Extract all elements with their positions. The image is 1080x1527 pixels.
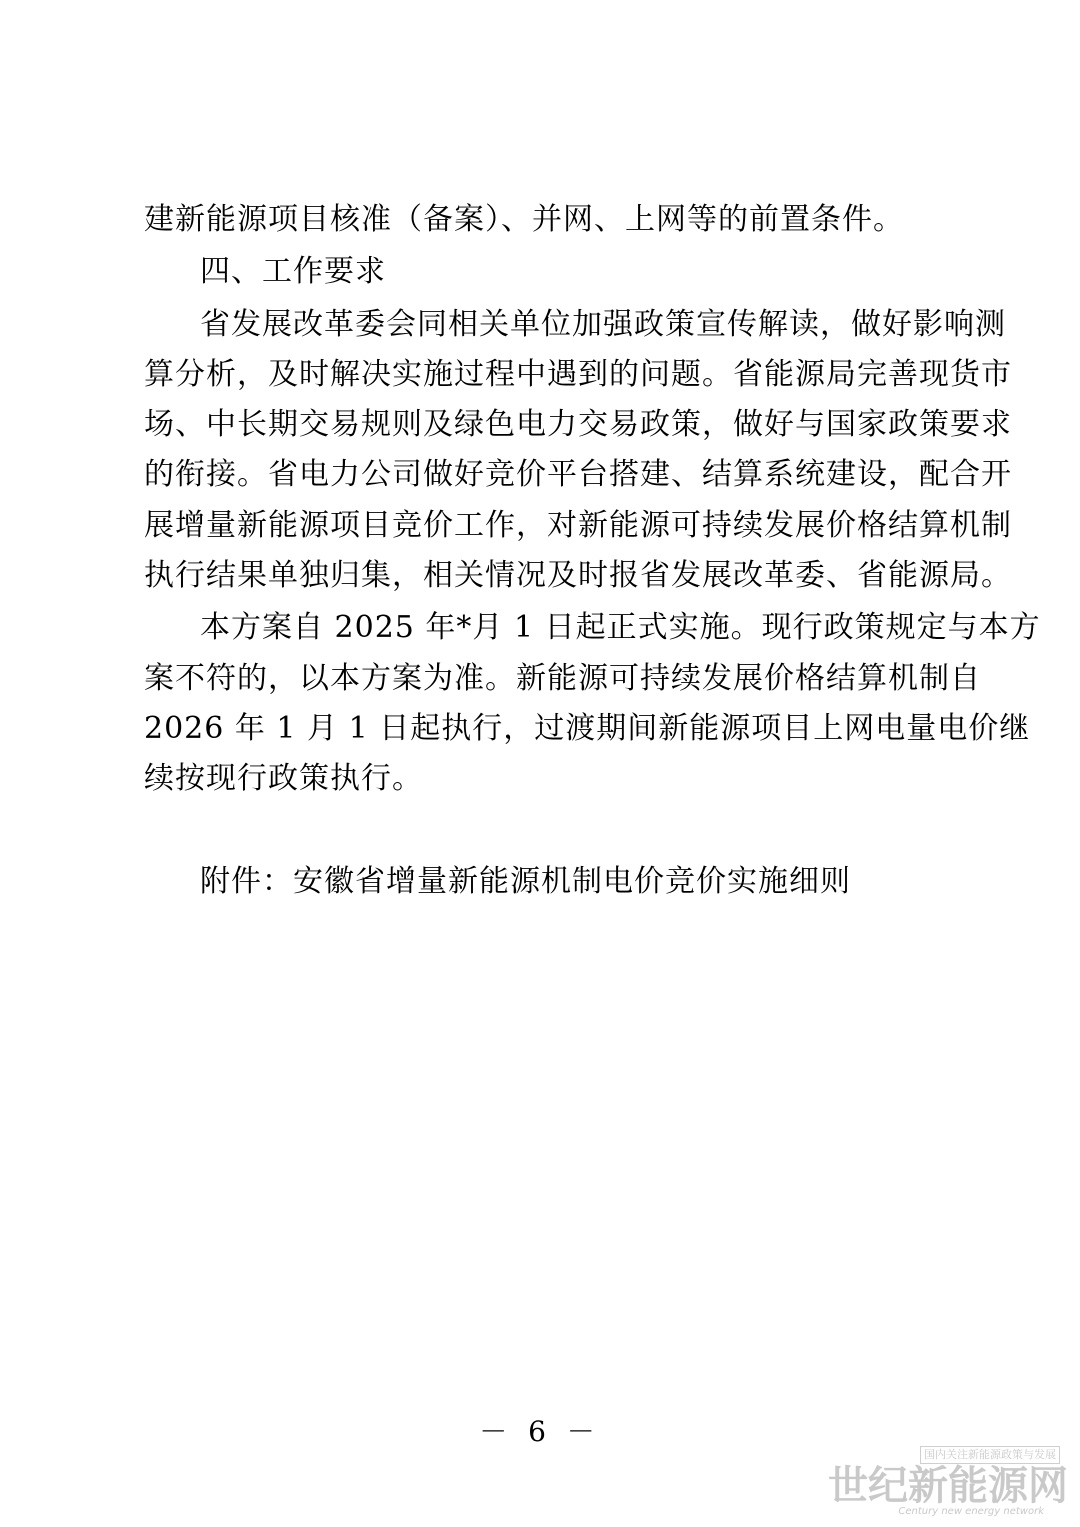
paragraph-line: 2026 年 1 月 1 日起执行，过渡期间新能源项目上网电量电价继 — [144, 711, 1031, 746]
paragraph-line: 执行结果单独归集，相关情况及时报省发展改革委、省能源局。 — [144, 558, 1012, 593]
paragraph-line: 建新能源项目核准（备案）、并网、上网等的前置条件。 — [144, 202, 904, 237]
paragraph-line: 的衔接。省电力公司做好竞价平台搭建、结算系统建设，配合开 — [144, 457, 1012, 492]
site-watermark — [828, 1446, 1068, 1520]
paragraph-line: 场、中长期交易规则及绿色电力交易政策，做好与国家政策要求 — [144, 407, 1012, 442]
paragraph-line: 本方案自 2025 年*月 1 日起正式实施。现行政策规定与本方 — [200, 610, 1041, 645]
page-number: － 6 － — [479, 1415, 601, 1448]
watermark-tagline: 国内关注新能源政策与发展 — [920, 1446, 1060, 1464]
paragraph-line: 案不符的，以本方案为准。新能源可持续发展价格结算机制自 — [144, 661, 981, 696]
paragraph-line: 展增量新能源项目竞价工作，对新能源可持续发展价格结算机制 — [144, 508, 1012, 543]
paragraph-line: 算分析，及时解决实施过程中遇到的问题。省能源局完善现货市 — [144, 357, 1012, 392]
attachment-line: 附件：安徽省增量新能源机制电价竞价实施细则 — [200, 864, 851, 899]
paragraph-line: 续按现行政策执行。 — [144, 761, 423, 796]
watermark-english: Century new energy network — [898, 1506, 1044, 1517]
watermark-name: 世纪新能源网 — [828, 1462, 1068, 1509]
section-heading: 四、工作要求 — [200, 254, 386, 289]
paragraph-line: 省发展改革委会同相关单位加强政策宣传解读，做好影响测 — [200, 307, 1006, 342]
